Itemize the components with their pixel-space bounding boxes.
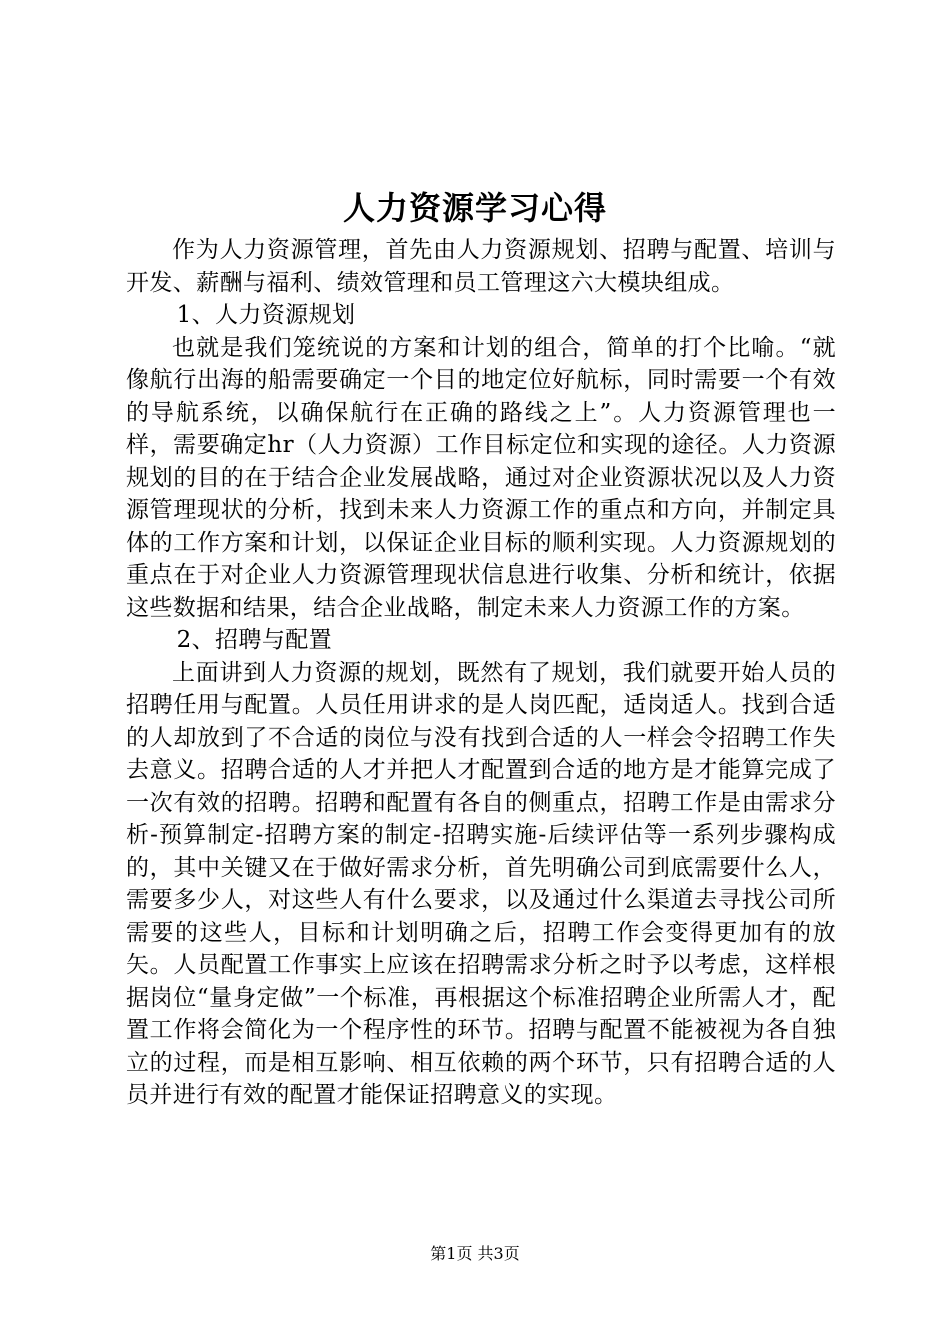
document-title: 人力资源学习心得 xyxy=(342,189,607,227)
page-footer: 第1页 共3页 xyxy=(430,1244,520,1263)
section-heading-recruitment: 2、招聘与配置 xyxy=(176,627,333,653)
document-body xyxy=(126,234,836,1112)
hr-planning-paragraph: 也就是我们笼统说的方案和计划的组合，简单的打个比喻。“就像航行出海的船需要确定一个目的地定位好航标，同时需要一个有效的导航系统，以确保航行在正确的路线之上”。人力资源管理也一样，需要确定hr（人力资源）工作目标定位和实现的途径。人力资源规划的目的在于结合企业发展战略，通过对企业资源状况以及人力资源管理现状的分析，找到未来人力资源工作的重点和方向，并制定具体的工作方案和计划，以保证企业目标的顺利实现。人力资源规划的重点在于对企业人力资源管理现状信息进行收集、分析和统计，依据这些数据和结果，结合企业战略，制定未来人力资源工作的方案。 xyxy=(126,334,836,621)
intro-paragraph: 作为人力资源管理，首先由人力资源规划、招聘与配置、培训与开发、薪酬与福利、绩效管理和员工管理这六大模块组成。 xyxy=(126,237,836,296)
section-heading-hr-planning: 1、人力资源规划 xyxy=(176,302,356,328)
recruitment-paragraph: 上面讲到人力资源的规划，既然有了规划，我们就要开始人员的招聘任用与配置。人员任用讲求的是人岗匹配，适岗适人。找到合适的人却放到了不合适的岗位与没有找到合适的人一样会令招聘工作失去意义。招聘合适的人才并把人才配置到合适的地方是才能算完成了一次有效的招聘。招聘和配置有各自的侧重点，招聘工作是由需求分析-预算制定-招聘方案的制定-招聘实施-后续评估等一系列步骤构成的，其中关键又在于做好需求分析，首先明确公司到底需要什么人，需要多少人，对这些人有什么要求，以及通过什么渠道去寻找公司所需要的这些人，目标和计划明确之后，招聘工作会变得更加有的放矢。人员配置工作事实上应该在招聘需求分析之时予以考虑，这样根据岗位“量身定做”一个标准，再根据这个标准招聘企业所需人才，配置工作将会简化为一个程序性的环节。招聘与配置不能被视为各自独立的过程，而是相互影响、相互依赖的两个环节，只有招聘合适的人员并进行有效的配置才能保证招聘意义的实现。 xyxy=(126,659,836,1108)
